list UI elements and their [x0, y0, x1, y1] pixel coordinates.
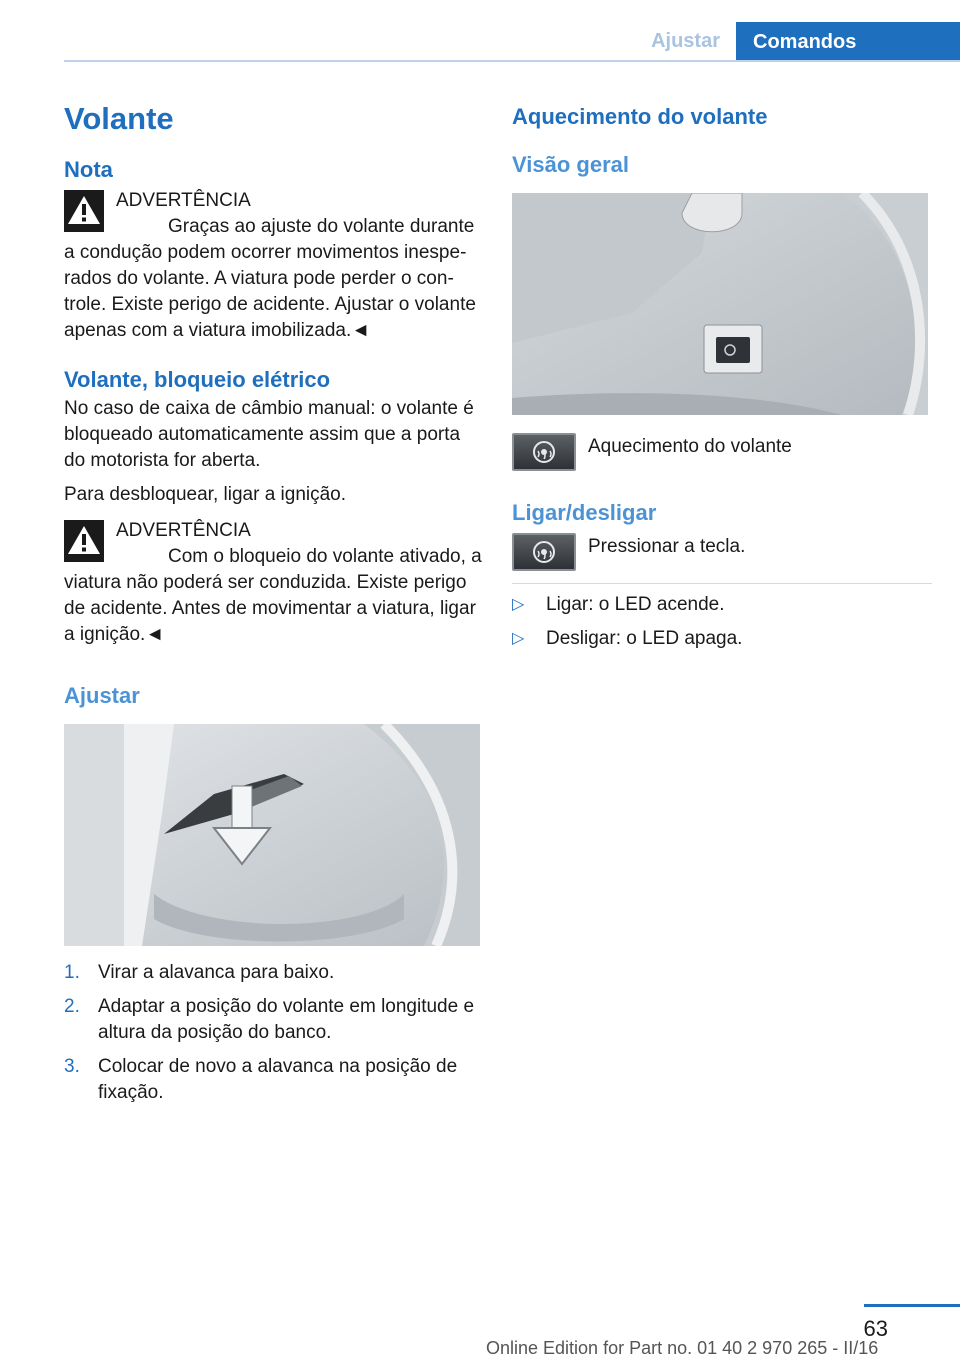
- overview-heading: Visão geral: [512, 152, 629, 177]
- right-column: [512, 100, 932, 660]
- warning-text: Graças ao ajuste do volante durante a condução podem ocorrer movimentos inesperados do volante. A viatura pode perder o controle. Existe perigo de acidente. Ajustar o volante apenas com a viatura imobilizada.◄: [64, 216, 476, 341]
- onoff-heading: Ligar/desligar: [512, 500, 657, 525]
- warning-icon: [64, 520, 104, 562]
- warning-text: Com o bloqueio do volante ativado, a viatura não poderá ser conduzida. Existe perigo de acidente. Antes de movimentar a viatura, ligar a ignição.◄: [64, 546, 482, 645]
- onoff-list: [512, 583, 932, 652]
- footer-divider: [864, 1304, 960, 1307]
- warning-label: ADVERTÊNCIA: [116, 520, 251, 541]
- list-item: ▷ Desligar: o LED apaga.: [512, 628, 743, 649]
- header-divider: [64, 60, 960, 62]
- list-item: 1. Virar a alavanca para baixo.: [64, 962, 335, 983]
- warning-block: [64, 518, 482, 648]
- unlock-text: Para desbloquear, ligar a ignição.: [64, 484, 347, 505]
- note-heading: Nota: [64, 157, 113, 182]
- list-item: ▷ Ligar: o LED acende.: [512, 594, 725, 615]
- adjust-heading: Ajustar: [64, 683, 140, 708]
- breadcrumb: Ajustar: [651, 30, 720, 52]
- adjust-steps: [64, 960, 482, 1106]
- section-tab: Comandos: [736, 22, 960, 62]
- page-number: 63: [863, 1316, 888, 1341]
- control-caption: [512, 433, 932, 471]
- steering-heat-icon: [512, 533, 576, 571]
- list-item: 3. Colocar de novo a alavanca na posição de fixação.: [64, 1056, 458, 1103]
- lock-text: No caso de caixa de câmbio manual: o volante é bloqueado automaticamente assim que a porta do motorista for aberta.: [64, 398, 474, 471]
- warning-label: ADVERTÊNCIA: [116, 190, 251, 211]
- steering-heat-icon: [512, 433, 576, 471]
- steering-lever-illustration: [64, 724, 480, 946]
- onoff-text: Pressionar a tecla.: [588, 536, 746, 557]
- heating-heading: Aquecimento do volante: [512, 104, 768, 129]
- left-column: [64, 100, 482, 1114]
- control-caption: [512, 533, 932, 571]
- heating-button-illustration: [512, 193, 928, 415]
- edition-note: Online Edition for Part no. 01 40 2 970 265 - II/16: [486, 1338, 879, 1358]
- warning-block: [64, 188, 482, 344]
- warning-icon: [64, 190, 104, 232]
- page-title: Volante: [64, 101, 174, 136]
- lock-heading: Volante, bloqueio elétrico: [64, 367, 331, 392]
- icon-caption: Aquecimento do volante: [588, 436, 792, 457]
- list-item: 2. Adaptar a posição do volante em longitude e altura da posição do banco.: [64, 996, 475, 1043]
